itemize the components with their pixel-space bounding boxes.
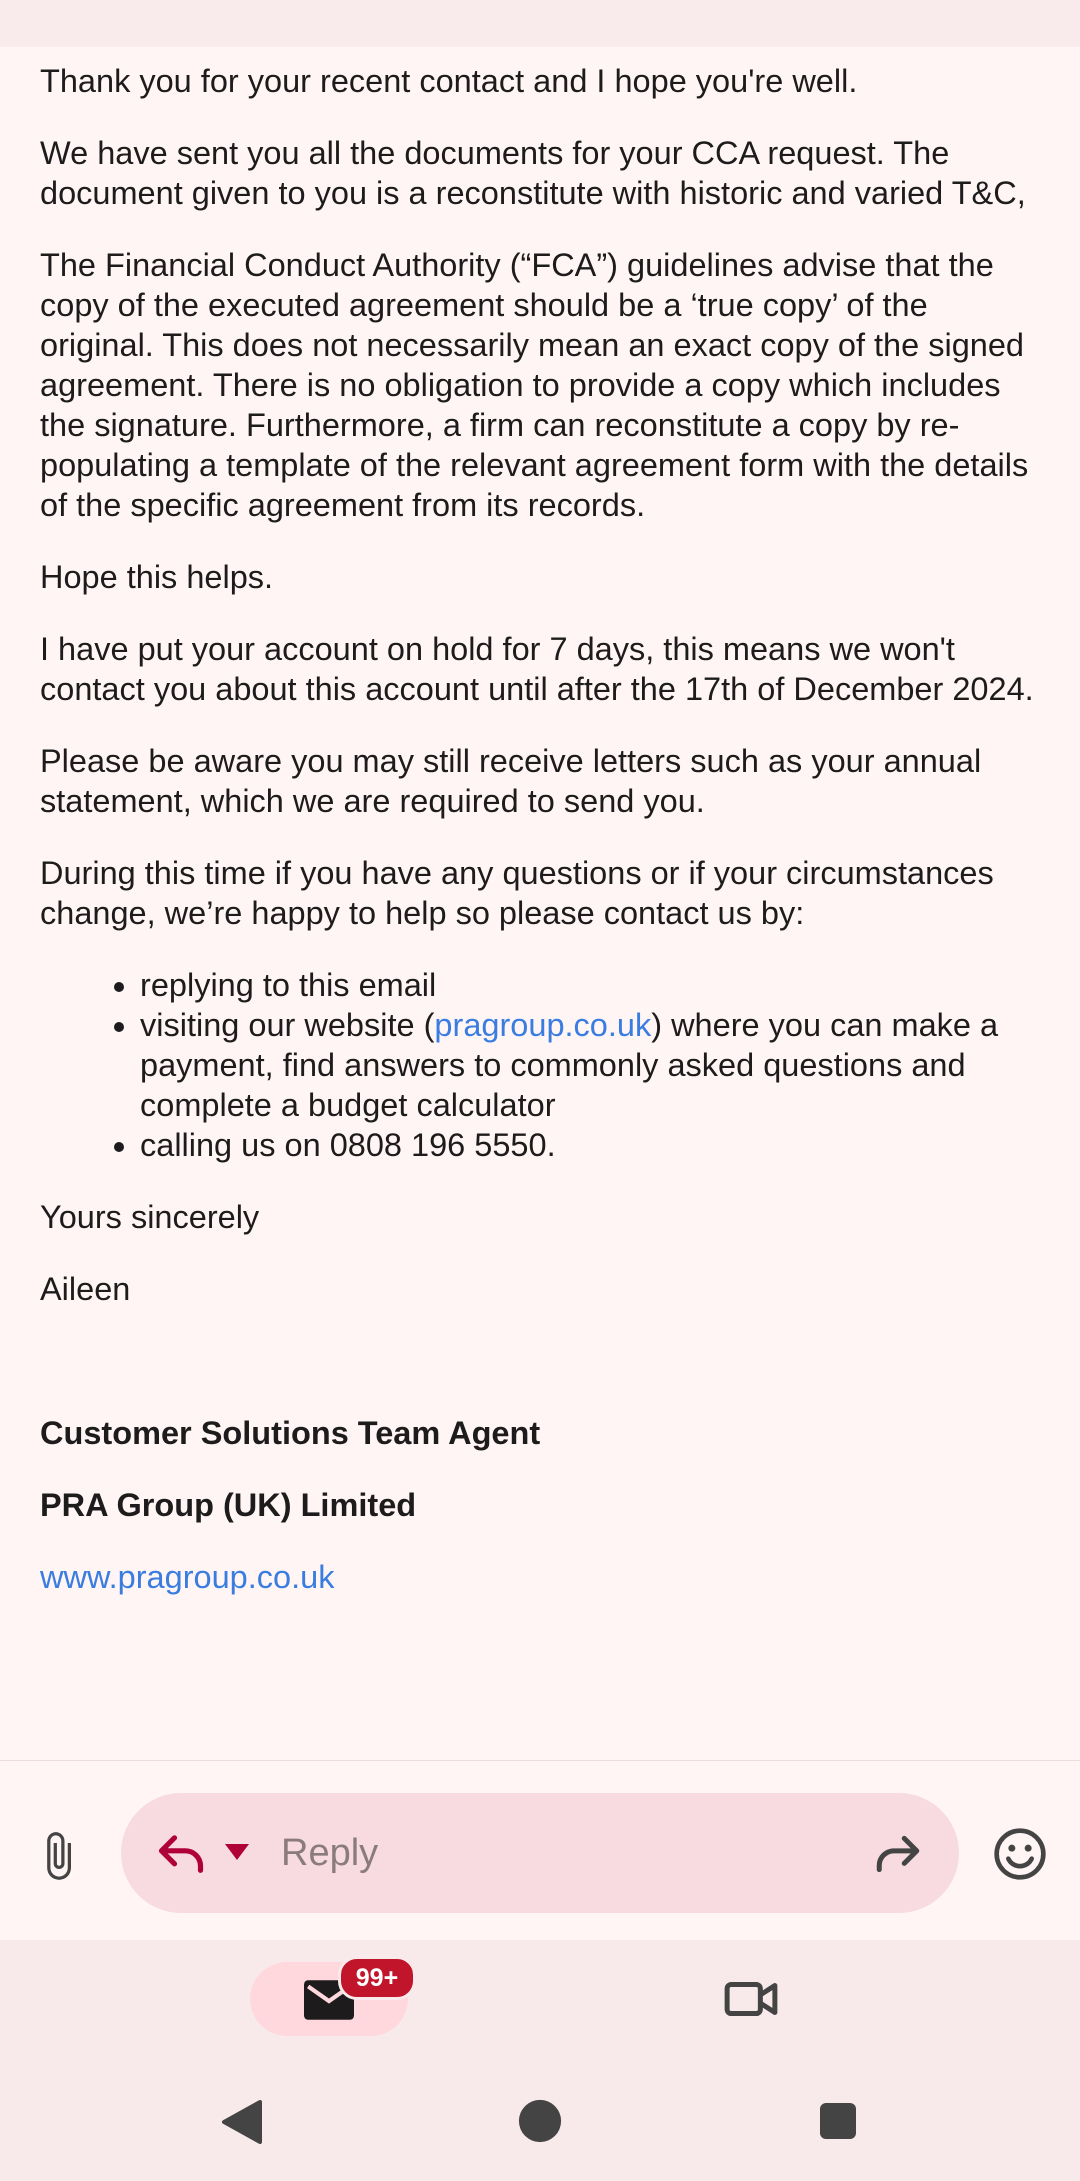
- contact-method-phone: • calling us on 0808 196 5550.: [140, 1125, 1050, 1165]
- sender-title: Customer Solutions Team Agent: [40, 1415, 541, 1451]
- email-greeting: Thank you for your recent contact and I hope you're well.: [40, 63, 858, 99]
- top-bar: [0, 0, 1080, 47]
- reply-compose-bar: [0, 1760, 1080, 1941]
- home-icon[interactable]: [517, 2098, 563, 2144]
- mail-tab[interactable]: [250, 1962, 408, 2036]
- company-name: PRA Group (UK) Limited: [40, 1487, 417, 1523]
- chevron-down-icon[interactable]: [225, 1843, 249, 1861]
- reply-input[interactable]: [281, 1819, 841, 1887]
- unread-badge: 99+: [338, 1956, 416, 2000]
- back-icon[interactable]: [220, 2098, 264, 2146]
- reply-icon[interactable]: [155, 1831, 207, 1875]
- contact-method-website: [140, 1005, 1050, 1125]
- company-url-link[interactable]: www.pragroup.co.uk: [40, 1559, 335, 1595]
- sender-name: Aileen: [40, 1271, 131, 1307]
- emoji-icon[interactable]: [992, 1826, 1048, 1882]
- reply-pill[interactable]: [121, 1793, 959, 1913]
- email-paragraph-hope: Hope this helps.: [40, 559, 274, 595]
- video-camera-icon: [724, 1978, 778, 2020]
- email-paragraph-hold: I have put your account on hold for 7 days, this means we won't contact you about this account until after the 17th of December 2024.: [40, 631, 1034, 707]
- forward-icon[interactable]: [873, 1831, 923, 1875]
- email-paragraph-contact-intro: During this time if you have any questions or if your circumstances change, we’re happy to help so please contact us by:: [40, 855, 994, 931]
- website-link[interactable]: pragroup.co.uk: [434, 1007, 652, 1043]
- paperclip-icon[interactable]: [32, 1826, 84, 1886]
- meet-tab[interactable]: [700, 1962, 800, 2036]
- email-paragraph-fca: The Financial Conduct Authority (“FCA”) guidelines advise that the copy of the executed agreement should be a ‘true copy’ of the original. This does not necessarily mean an exact copy of the signed agreement. There is no obligation to provide a copy which includes the signature. Furthermore, a firm can reconstitute a copy by re-populating a template of the relevant agreement form with the details of the specific agreement from its records.: [40, 247, 1029, 523]
- website-text-after: ) where you can make a payment, find answers to commonly asked questions and complete a budget calculator: [140, 1007, 999, 1123]
- website-text-before: visiting our website (: [140, 1007, 435, 1043]
- email-paragraph-cca: We have sent you all the documents for your CCA request. The document given to you is a reconstitute with historic and varied T&C,: [40, 135, 1026, 211]
- email-signoff: Yours sincerely: [40, 1199, 260, 1235]
- recent-apps-icon[interactable]: [818, 2101, 858, 2141]
- signature-spacer: [40, 1341, 1050, 1413]
- email-body: [40, 47, 1050, 1760]
- contact-method-reply: • replying to this email: [140, 965, 1050, 1005]
- email-paragraph-letters: Please be aware you may still receive letters such as your annual statement, which we are required to send you.: [40, 743, 982, 819]
- system-navigation-bar: [0, 2060, 1080, 2181]
- bottom-navigation: [0, 1940, 1080, 2060]
- contact-methods-list: [40, 965, 1050, 1165]
